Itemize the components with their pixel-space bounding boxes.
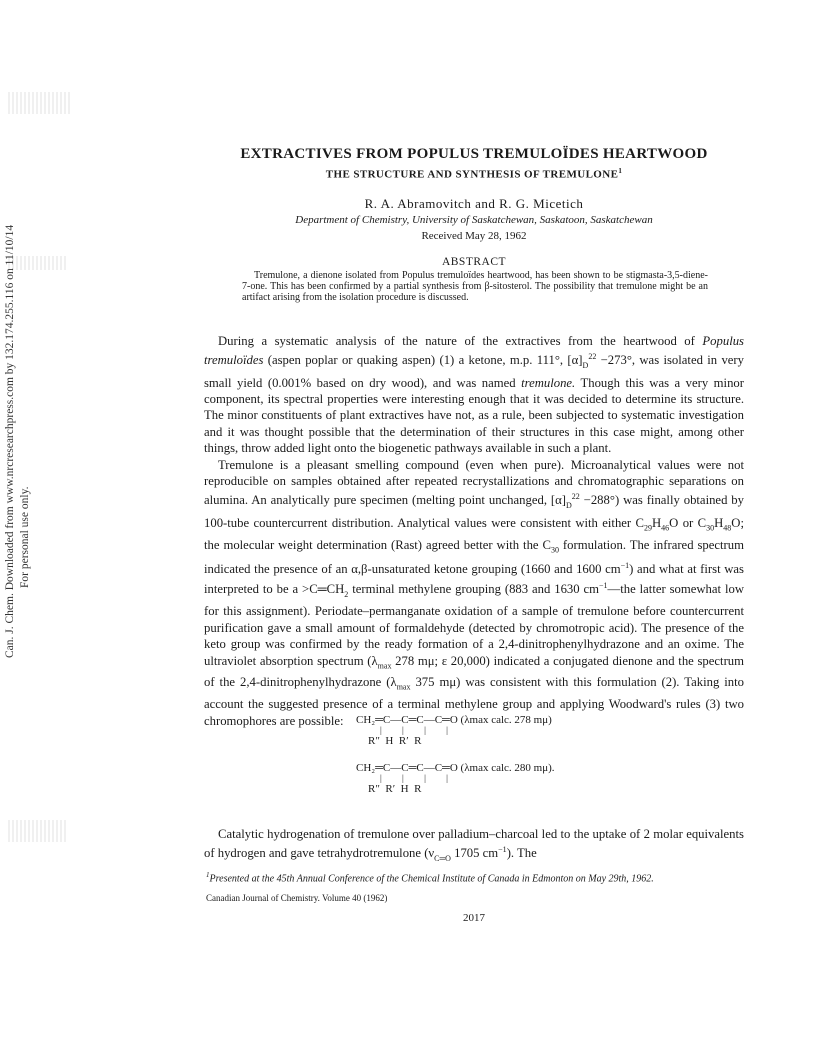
formula-2-bonds: | | | | xyxy=(380,773,457,783)
footnote-text: Presented at the 45th Annual Conference of the Chemical Institute of Canada in Edmonton on May 29th, 1962. xyxy=(209,873,654,885)
formula-1-chain: CH₂═C—C═C—C═O xyxy=(356,714,458,726)
watermark-line-2: For personal use only. xyxy=(19,486,31,588)
abstract-text: Tremulone, a dienone isolated from Populus tremuloïdes heartwood, has been shown to be stigmasta-3,5-diene-7-one. This has been confirmed by a partial synthesis from β-sitosterol. The possibility that tremulone might be an artifact arising from the isolation procedure is discussed. xyxy=(242,270,708,303)
journal-citation: Canadian Journal of Chemistry. Volume 40 (1962) xyxy=(206,893,388,903)
footnote-mark: 1 xyxy=(206,871,210,879)
footnote xyxy=(206,871,746,884)
subtitle-footnote-mark: 1 xyxy=(618,167,623,175)
formula-1-note: (λmax calc. 278 mμ) xyxy=(460,714,552,726)
scan-speckle xyxy=(8,92,70,114)
page-number: 2017 xyxy=(463,912,485,924)
authors: R. A. Abramovitch and R. G. Micetich xyxy=(364,196,584,211)
download-watermark xyxy=(2,224,38,658)
paragraph-2: Tremulone is a pleasant smelling compound (even when pure). Microanalytical values were not reproducible on samples obtained after repeated recrystallizations and chromatographic separations on alumina. An analytically pure specimen (melting point unchanged, $[\alpha]_D^{22} -288^\circ$) was finally obtained by 100-tube countercurrent distribution. Analytical values were consistent with either $C_{29}H_{46}O$ or $C_{30}H_{48}O$; the molecular weight determination (Rast) agreed better with the $C_{30}$ formulation. The infrared spectrum indicated the presence of an α,β-unsaturated ketone grouping (1660 and 1600 $cm^{-1}$) and what at first was interpreted to be $a >C═CH_2$ terminal methylene grouping (883 and 1630 $cm^{-1}—the$ latter somewhat low for this assignment). Periodate–permanganate oxidation of a sample of tremulone before countercurrent purification gave a small amount of formaldehyde (detected by chromotropic acid). The presence of the keto group was confirmed by the ready formation of a 2,4-dinitrophenylhydrazone and an oxime. The ultraviolet absorption spectrum ($\lambda_{max}$ 278 mμ; ε 20,000) indicated a conjugated dienone and the spectrum of the 2,4-dinitrophenylhydrazone ($\lambda_{max}$ 375 mμ) was consistent with this formulation (2). Taking into account the suggested presence of a terminal methylene group and applying Woodward's rules (3) two chromophores are possible: xyxy=(204,457,745,728)
body-text xyxy=(204,333,744,729)
body-text-continued xyxy=(204,826,744,868)
paper-subtitle xyxy=(204,167,744,181)
formula-1-bonds: | | | | xyxy=(380,725,457,735)
chromophore-formula-2 xyxy=(356,762,555,795)
formula-2-note: (λmax calc. 280 mμ). xyxy=(460,762,555,774)
abstract-heading: ABSTRACT xyxy=(441,256,507,268)
paragraph-1: During a systematic analysis of the nature of the extractives from the heartwood of Populus tremuloïdes (aspen poplar or quaking aspen) (1) a ketone, m.p. 111°, $[\alpha]_D^{22} -273^\circ$, was isolated in very small yield (0.001% based on dry wood), and was named tremulone. Though this was a very minor component, its spectral properties were interesting enough that it was decided to determine its structure. The minor constituents of plant extractives have not, as a rule, been subjected to systematic investigation and it was thought possible that the determination of their structures in this case might, among other things, throw added light onto the biogenetic pathways available in such a plant. xyxy=(204,334,744,456)
scan-speckle xyxy=(8,820,68,842)
chromophore-formula-1 xyxy=(356,714,552,747)
subtitle-text: THE STRUCTURE AND SYNTHESIS OF TREMULONE xyxy=(325,168,619,181)
paragraph-3: Catalytic hydrogenation of tremulone over palladium–charcoal led to the uptake of 2 molar equivalents of hydrogen and gave tetrahydrotremulone ($\nu_{C═O}$ 1705 $cm^{-1}$). The xyxy=(204,827,744,864)
watermark-line-1: Can. J. Chem. Downloaded from www.nrcresearchpress.com by 132.174.255.116 on 11/10/14 xyxy=(4,224,16,658)
formula-2-chain: CH₂═C—C═C—C═O xyxy=(356,762,458,774)
formula-2-substituents: R″ R′ H R xyxy=(368,783,422,795)
affiliation: Department of Chemistry, University of Saskatchewan, Saskatoon, Saskatchewan xyxy=(295,214,653,226)
formula-1-substituents: R″ H R′ R xyxy=(368,735,422,747)
received-date: Received May 28, 1962 xyxy=(421,230,527,242)
paper-title: EXTRACTIVES FROM POPULUS TREMULOÏDES HEARTWOOD xyxy=(240,146,708,162)
